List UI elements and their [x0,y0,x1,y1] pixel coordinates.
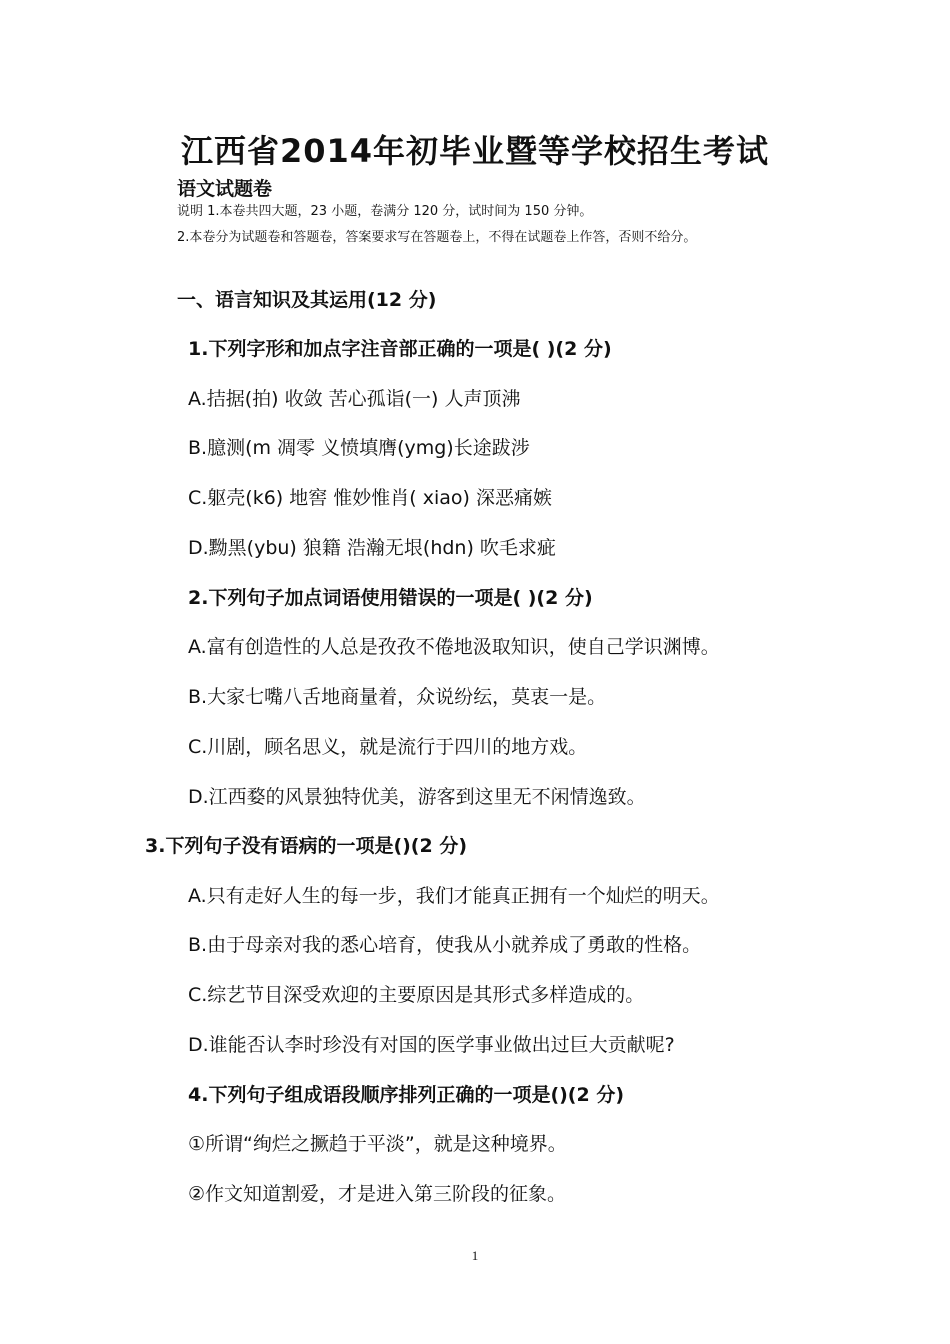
question-2-option-b: B.大家七嘴八舌地商量着，众说纷纭，莫衷一是。 [188,686,607,708]
section-heading: 一、语言知识及其运用(12 分) [177,289,437,311]
page-title: 江西省2014年初毕业暨等学校招生考试 [180,132,770,170]
paper-subtitle: 语文试题卷 [177,178,273,200]
page-number: 1 [471,1248,479,1263]
question-1-option-b: B.臆测(m 凋零 义愤填膺(ymg)长途跋涉 [188,437,530,459]
question-1-option-d: D.黝黑(ybu) 狼籍 浩瀚无垠(hdn) 吹毛求疵 [188,537,556,559]
question-2-option-d: D.江西婺的风景独特优美，游客到这里无不闲情逸致。 [188,786,646,808]
instructions-line-2: 2.本卷分为试题卷和答题卷，答案要求写在答题卷上，不得在试题卷上作答，否则不给分。 [177,230,697,245]
question-1-option-c: C.躯壳(k6) 地窖 惟妙惟肖( xiao) 深恶痛嫉 [188,487,552,509]
question-2-stem: 2.下列句子加点词语使用错误的一项是( )(2 分) [188,587,593,609]
question-2-option-a: A.富有创造性的人总是孜孜不倦地汲取知识，使自己学识渊博。 [188,636,720,658]
question-4-item-2: ②作文知道割爱，才是进入第三阶段的征象。 [188,1183,567,1205]
question-3-stem: 3.下列句子没有语病的一项是()(2 分) [145,835,468,857]
question-4-item-1: ①所谓“绚烂之撅趋于平淡”，就是这种境界。 [188,1133,567,1155]
question-3-option-b: B.由于母亲对我的悉心培育，使我从小就养成了勇敢的性格。 [188,934,702,956]
question-3-option-a: A.只有走好人生的每一步，我们才能真正拥有一个灿烂的明天。 [188,885,720,907]
instructions-line-1: 说明 1.本卷共四大题，23 小题，卷满分 120 分，试时间为 150 分钟。 [177,204,593,219]
question-3-option-c: C.综艺节目深受欢迎的主要原因是其形式多样造成的。 [188,984,645,1006]
question-1-stem: 1.下列字形和加点字注音部正确的一项是( )(2 分) [188,338,612,360]
question-3-option-d: D.谁能否认李时珍没有对国的医学事业做出过巨大贡献呢? [188,1034,675,1056]
question-2-option-c: C.川剧，顾名思义，就是流行于四川的地方戏。 [188,736,588,758]
question-1-option-a: A.拮据(拍) 收敛 苦心孤诣(一) 人声顶沸 [188,388,521,410]
question-4-stem: 4.下列句子组成语段顺序排列正确的一项是()(2 分) [188,1084,625,1106]
